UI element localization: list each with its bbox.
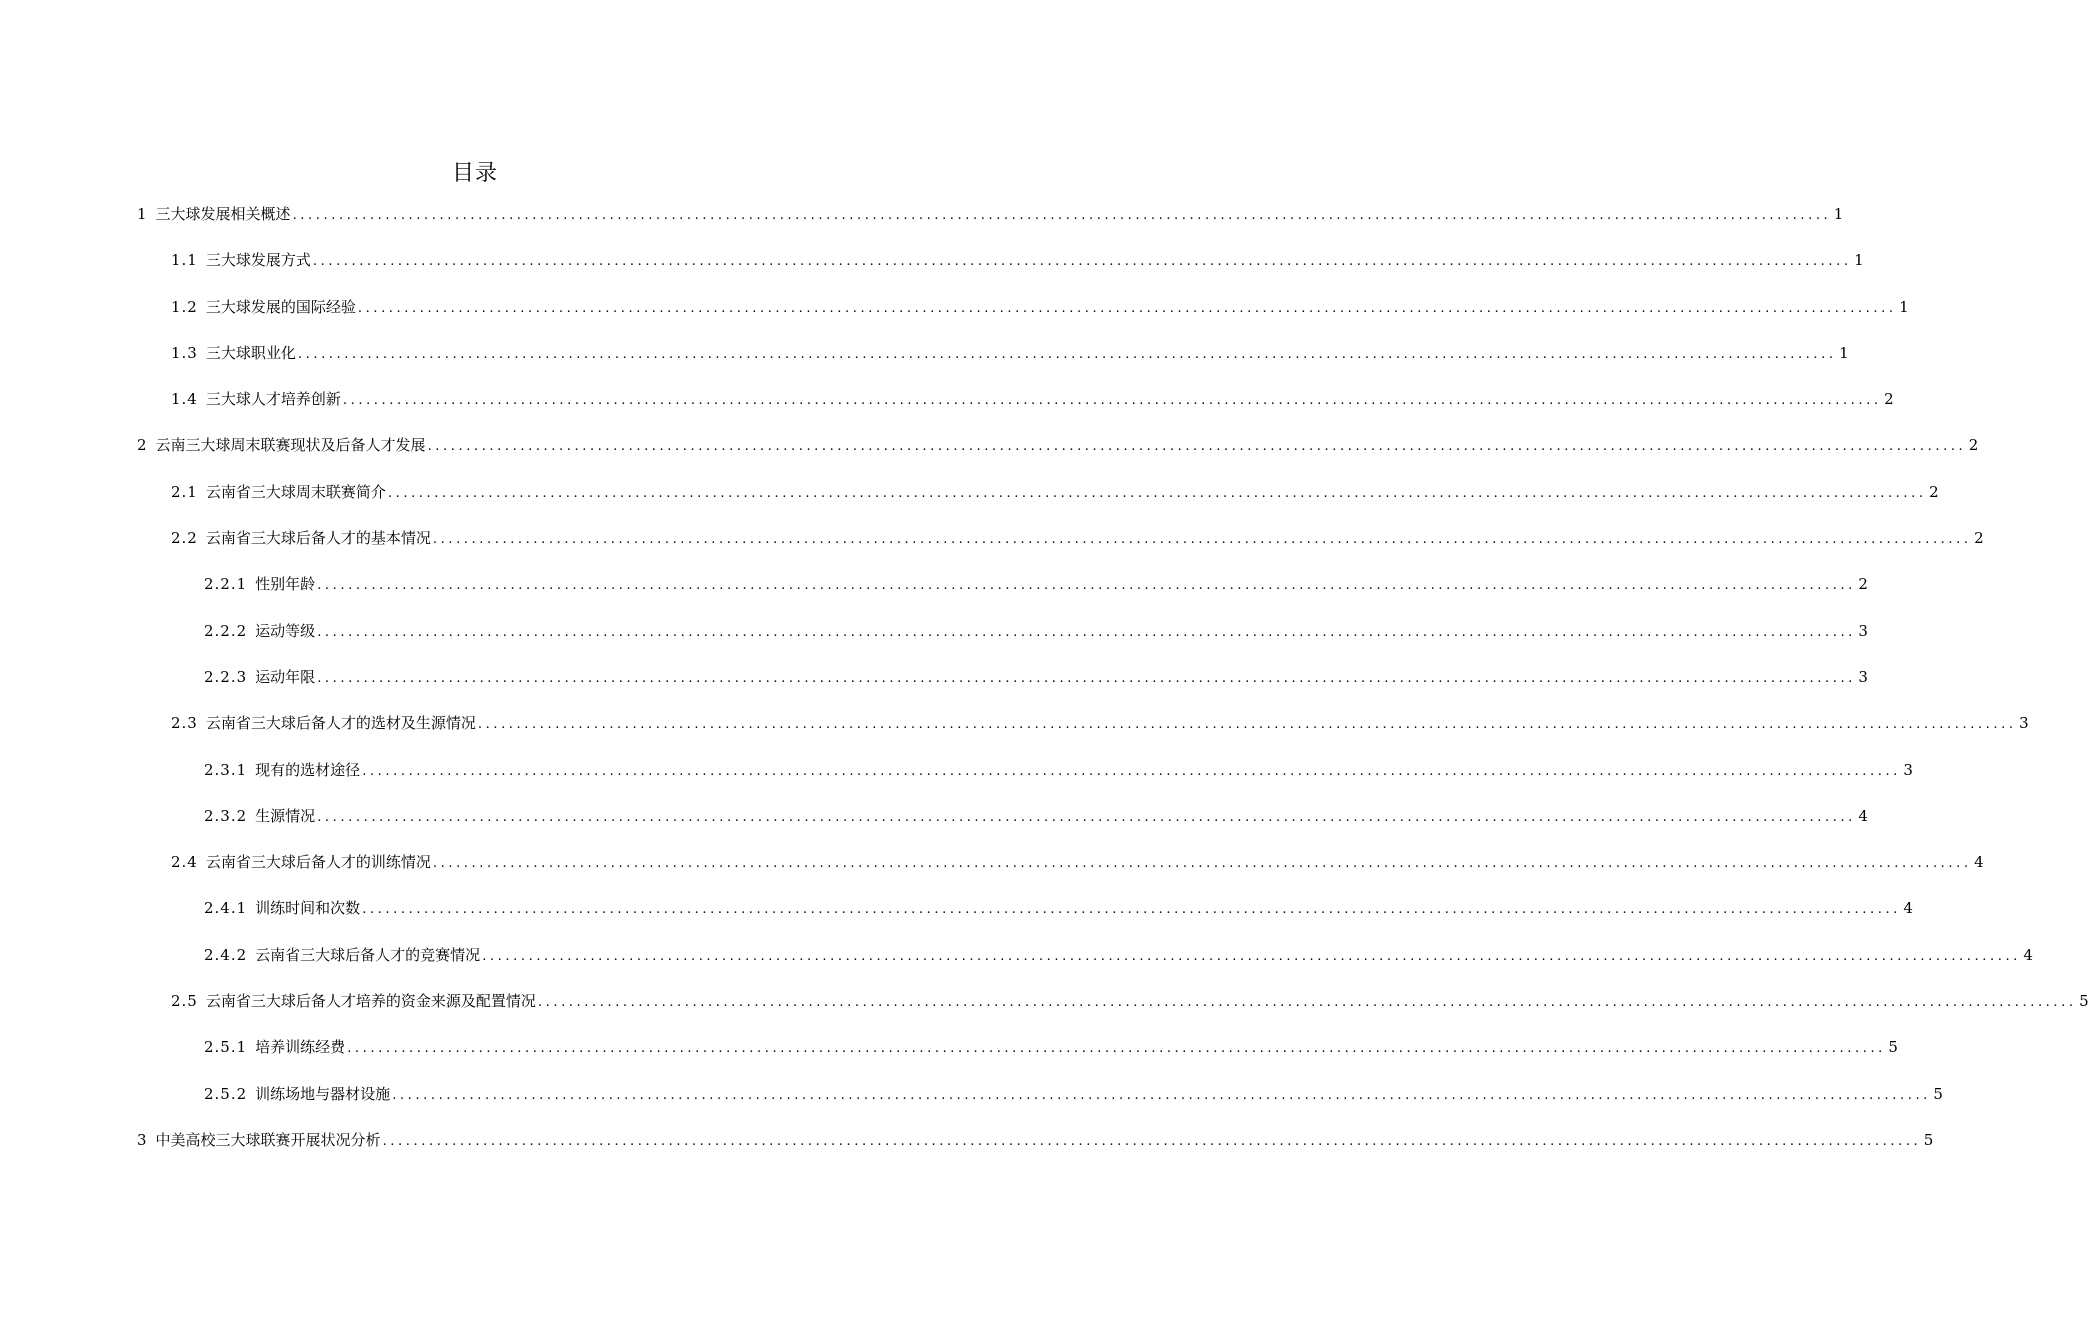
toc-entry[interactable] [0, 666, 1868, 712]
toc-entry-page-number: 3 [1858, 667, 1868, 686]
toc-entry-number: 2.2.3 [204, 667, 248, 686]
toc-entry[interactable] [0, 1036, 1898, 1082]
toc-entry-number: 3 [137, 1130, 148, 1149]
toc-entry[interactable] [0, 573, 1868, 619]
toc-entry-number: 2.4 [171, 853, 198, 872]
toc-entry-page-number: 3 [2019, 714, 2029, 733]
toc-dot-leader: ....................................................................................................................................................................................................... [362, 902, 1901, 918]
toc-entry[interactable] [0, 527, 1984, 573]
toc-entry-title: 云南省三大球后备人才培养的资金来源及配置情况 [205, 992, 536, 1011]
toc-entry-page-number: 3 [1903, 760, 1913, 779]
toc-dot-leader: ....................................................................................................................................................................................................... [432, 532, 1972, 548]
toc-dot-leader: ....................................................................................................................................................................................................... [362, 763, 1901, 779]
toc-entry-number: 2.5.2 [204, 1084, 248, 1103]
toc-entry-title: 训练场地与器材设施 [255, 1084, 391, 1103]
toc-dot-leader: ....................................................................................................................................................................................................... [317, 809, 1856, 825]
toc-entry[interactable] [0, 805, 1868, 851]
toc-entry-number: 2.4.2 [204, 945, 248, 964]
toc-entry-number: 2.2.2 [204, 621, 248, 640]
toc-entry-title: 云南省三大球后备人才的训练情况 [205, 853, 431, 872]
toc-entry[interactable] [0, 203, 1844, 249]
toc-entry-line [0, 249, 1864, 273]
toc-entry[interactable] [0, 249, 1864, 295]
toc-dot-leader: ....................................................................................................................................................................................................... [317, 578, 1856, 594]
toc-entry-number: 1.1 [171, 251, 198, 270]
toc-entry[interactable] [0, 944, 2033, 990]
toc-entry-page-number: 5 [1933, 1084, 1943, 1103]
toc-entry-title: 云南省三大球后备人才的竞赛情况 [255, 945, 481, 964]
toc-entry[interactable] [0, 897, 1913, 943]
toc-entry-page-number: 2 [1968, 436, 1979, 455]
toc-entry-line [0, 990, 2089, 1014]
toc-entry-number: 1 [137, 205, 148, 223]
toc-dot-leader: ....................................................................................................................................................................................................... [292, 208, 1832, 223]
toc-entry-line [0, 897, 1913, 921]
toc-dot-leader: ....................................................................................................................................................................................................... [537, 995, 2077, 1011]
toc-entry-title: 三大球人才培养创新 [205, 390, 341, 409]
toc-entry-title: 云南三大球周末联赛现状及后备人才发展 [155, 436, 426, 455]
toc-entry-page-number: 1 [1839, 343, 1849, 362]
toc-entry-title: 三大球发展方式 [205, 251, 311, 270]
toc-entry-line [0, 944, 2033, 968]
toc-entry-number: 2.5.1 [204, 1038, 248, 1057]
toc-entry-title: 三大球发展的国际经验 [205, 297, 356, 316]
toc-entry-title: 训练时间和次数 [255, 899, 361, 918]
toc-entry[interactable] [0, 712, 2029, 758]
toc-dot-leader: ....................................................................................................................................................................................................... [387, 485, 1927, 501]
toc-dot-leader: ....................................................................................................................................................................................................... [317, 670, 1856, 686]
toc-entry-page-number: 1 [1899, 297, 1909, 316]
toc-entry-number: 1.3 [171, 343, 198, 362]
toc-entry-number: 2.2.1 [204, 575, 248, 594]
table-of-contents [0, 203, 2089, 1175]
toc-entry-line [0, 296, 1909, 320]
toc-entry-number: 2 [137, 436, 148, 455]
toc-entry-line [0, 851, 1984, 875]
toc-entry-title: 性别年龄 [255, 575, 316, 594]
toc-entry-page-number: 2 [1929, 482, 1939, 501]
toc-entry[interactable] [0, 1129, 1934, 1175]
toc-entry[interactable] [0, 620, 1868, 666]
toc-entry-number: 2.4.1 [204, 899, 248, 918]
page-title: 目录 [451, 161, 498, 186]
toc-entry-line [0, 759, 1913, 783]
toc-entry-line [0, 481, 1939, 505]
toc-entry-line [0, 620, 1868, 644]
toc-entry-title: 运动等级 [255, 621, 316, 640]
toc-entry-title: 运动年限 [255, 667, 316, 686]
toc-entry-number: 2.2 [171, 529, 198, 548]
toc-entry-page-number: 4 [2023, 945, 2033, 964]
toc-entry-line [0, 573, 1868, 597]
toc-entry-number: 2.1 [171, 482, 198, 501]
toc-entry-number: 2.5 [171, 992, 198, 1011]
toc-entry-line [0, 388, 1894, 412]
toc-entry-number: 2.3 [171, 714, 198, 733]
toc-entry-title: 云南省三大球后备人才的选材及生源情况 [205, 714, 476, 733]
toc-entry-page-number: 4 [1858, 806, 1868, 825]
toc-entry-number: 2.3.1 [204, 760, 248, 779]
toc-entry-page-number: 3 [1858, 621, 1868, 640]
toc-entry[interactable] [0, 851, 1984, 897]
toc-entry-page-number: 5 [1923, 1130, 1934, 1149]
toc-entry-title: 生源情况 [255, 806, 316, 825]
toc-entry[interactable] [0, 1083, 1943, 1129]
toc-entry-page-number: 1 [1833, 205, 1844, 223]
toc-entry-page-number: 2 [1858, 575, 1868, 594]
toc-dot-leader: ....................................................................................................................................................................................................... [342, 393, 1882, 409]
toc-entry-line [0, 666, 1868, 690]
toc-dot-leader: ....................................................................................................................................................................................................... [482, 948, 2021, 964]
toc-dot-leader: ....................................................................................................................................................................................................... [432, 856, 1972, 872]
toc-entry-line [0, 434, 1979, 458]
toc-entry-number: 2.3.2 [204, 806, 248, 825]
toc-entry[interactable] [0, 759, 1913, 805]
toc-entry[interactable] [0, 296, 1909, 342]
toc-entry[interactable] [0, 990, 2089, 1036]
toc-entry-line [0, 527, 1984, 551]
toc-entry[interactable] [0, 342, 1849, 388]
toc-entry-page-number: 4 [1903, 899, 1913, 918]
toc-entry-line [0, 1129, 1934, 1153]
toc-entry-page-number: 4 [1974, 853, 1984, 872]
toc-entry-number: 1.4 [171, 390, 198, 409]
toc-dot-leader: ....................................................................................................................................................................................................... [427, 439, 1967, 455]
toc-entry-title: 培养训练经费 [255, 1038, 346, 1057]
toc-dot-leader: ....................................................................................................................................................................................................... [382, 1133, 1922, 1149]
toc-entry[interactable] [0, 481, 1939, 527]
toc-dot-leader: ....................................................................................................................................................................................................... [357, 300, 1897, 316]
toc-entry-title: 云南省三大球后备人才的基本情况 [205, 529, 431, 548]
toc-entry-page-number: 5 [2079, 992, 2089, 1011]
toc-dot-leader: ....................................................................................................................................................................................................... [317, 624, 1856, 640]
toc-entry-title: 现有的选材途径 [255, 760, 361, 779]
toc-dot-leader: ....................................................................................................................................................................................................... [312, 254, 1852, 270]
toc-entry-page-number: 2 [1974, 529, 1984, 548]
toc-entry-title: 三大球发展相关概述 [155, 205, 291, 223]
toc-entry-title: 云南省三大球周末联赛简介 [205, 482, 386, 501]
toc-entry-number: 1.2 [171, 297, 198, 316]
toc-entry-line [0, 712, 2029, 736]
toc-entry-line [0, 342, 1849, 366]
toc-entry[interactable] [0, 434, 1979, 480]
toc-entry-page-number: 5 [1888, 1038, 1898, 1057]
toc-dot-leader: ....................................................................................................................................................................................................... [392, 1087, 1931, 1103]
toc-entry-title: 三大球职业化 [205, 343, 296, 362]
toc-entry-line [0, 203, 1844, 227]
toc-entry-page-number: 1 [1854, 251, 1864, 270]
toc-entry-page-number: 2 [1884, 390, 1894, 409]
toc-entry-title: 中美高校三大球联赛开展状况分析 [155, 1130, 381, 1149]
toc-dot-leader: ....................................................................................................................................................................................................... [477, 717, 2017, 733]
toc-entry-line [0, 1036, 1898, 1060]
toc-entry-line [0, 805, 1868, 829]
toc-entry-line [0, 1083, 1943, 1107]
toc-dot-leader: ....................................................................................................................................................................................................... [297, 346, 1837, 362]
toc-dot-leader: ....................................................................................................................................................................................................... [347, 1041, 1886, 1057]
toc-entry[interactable] [0, 388, 1894, 434]
